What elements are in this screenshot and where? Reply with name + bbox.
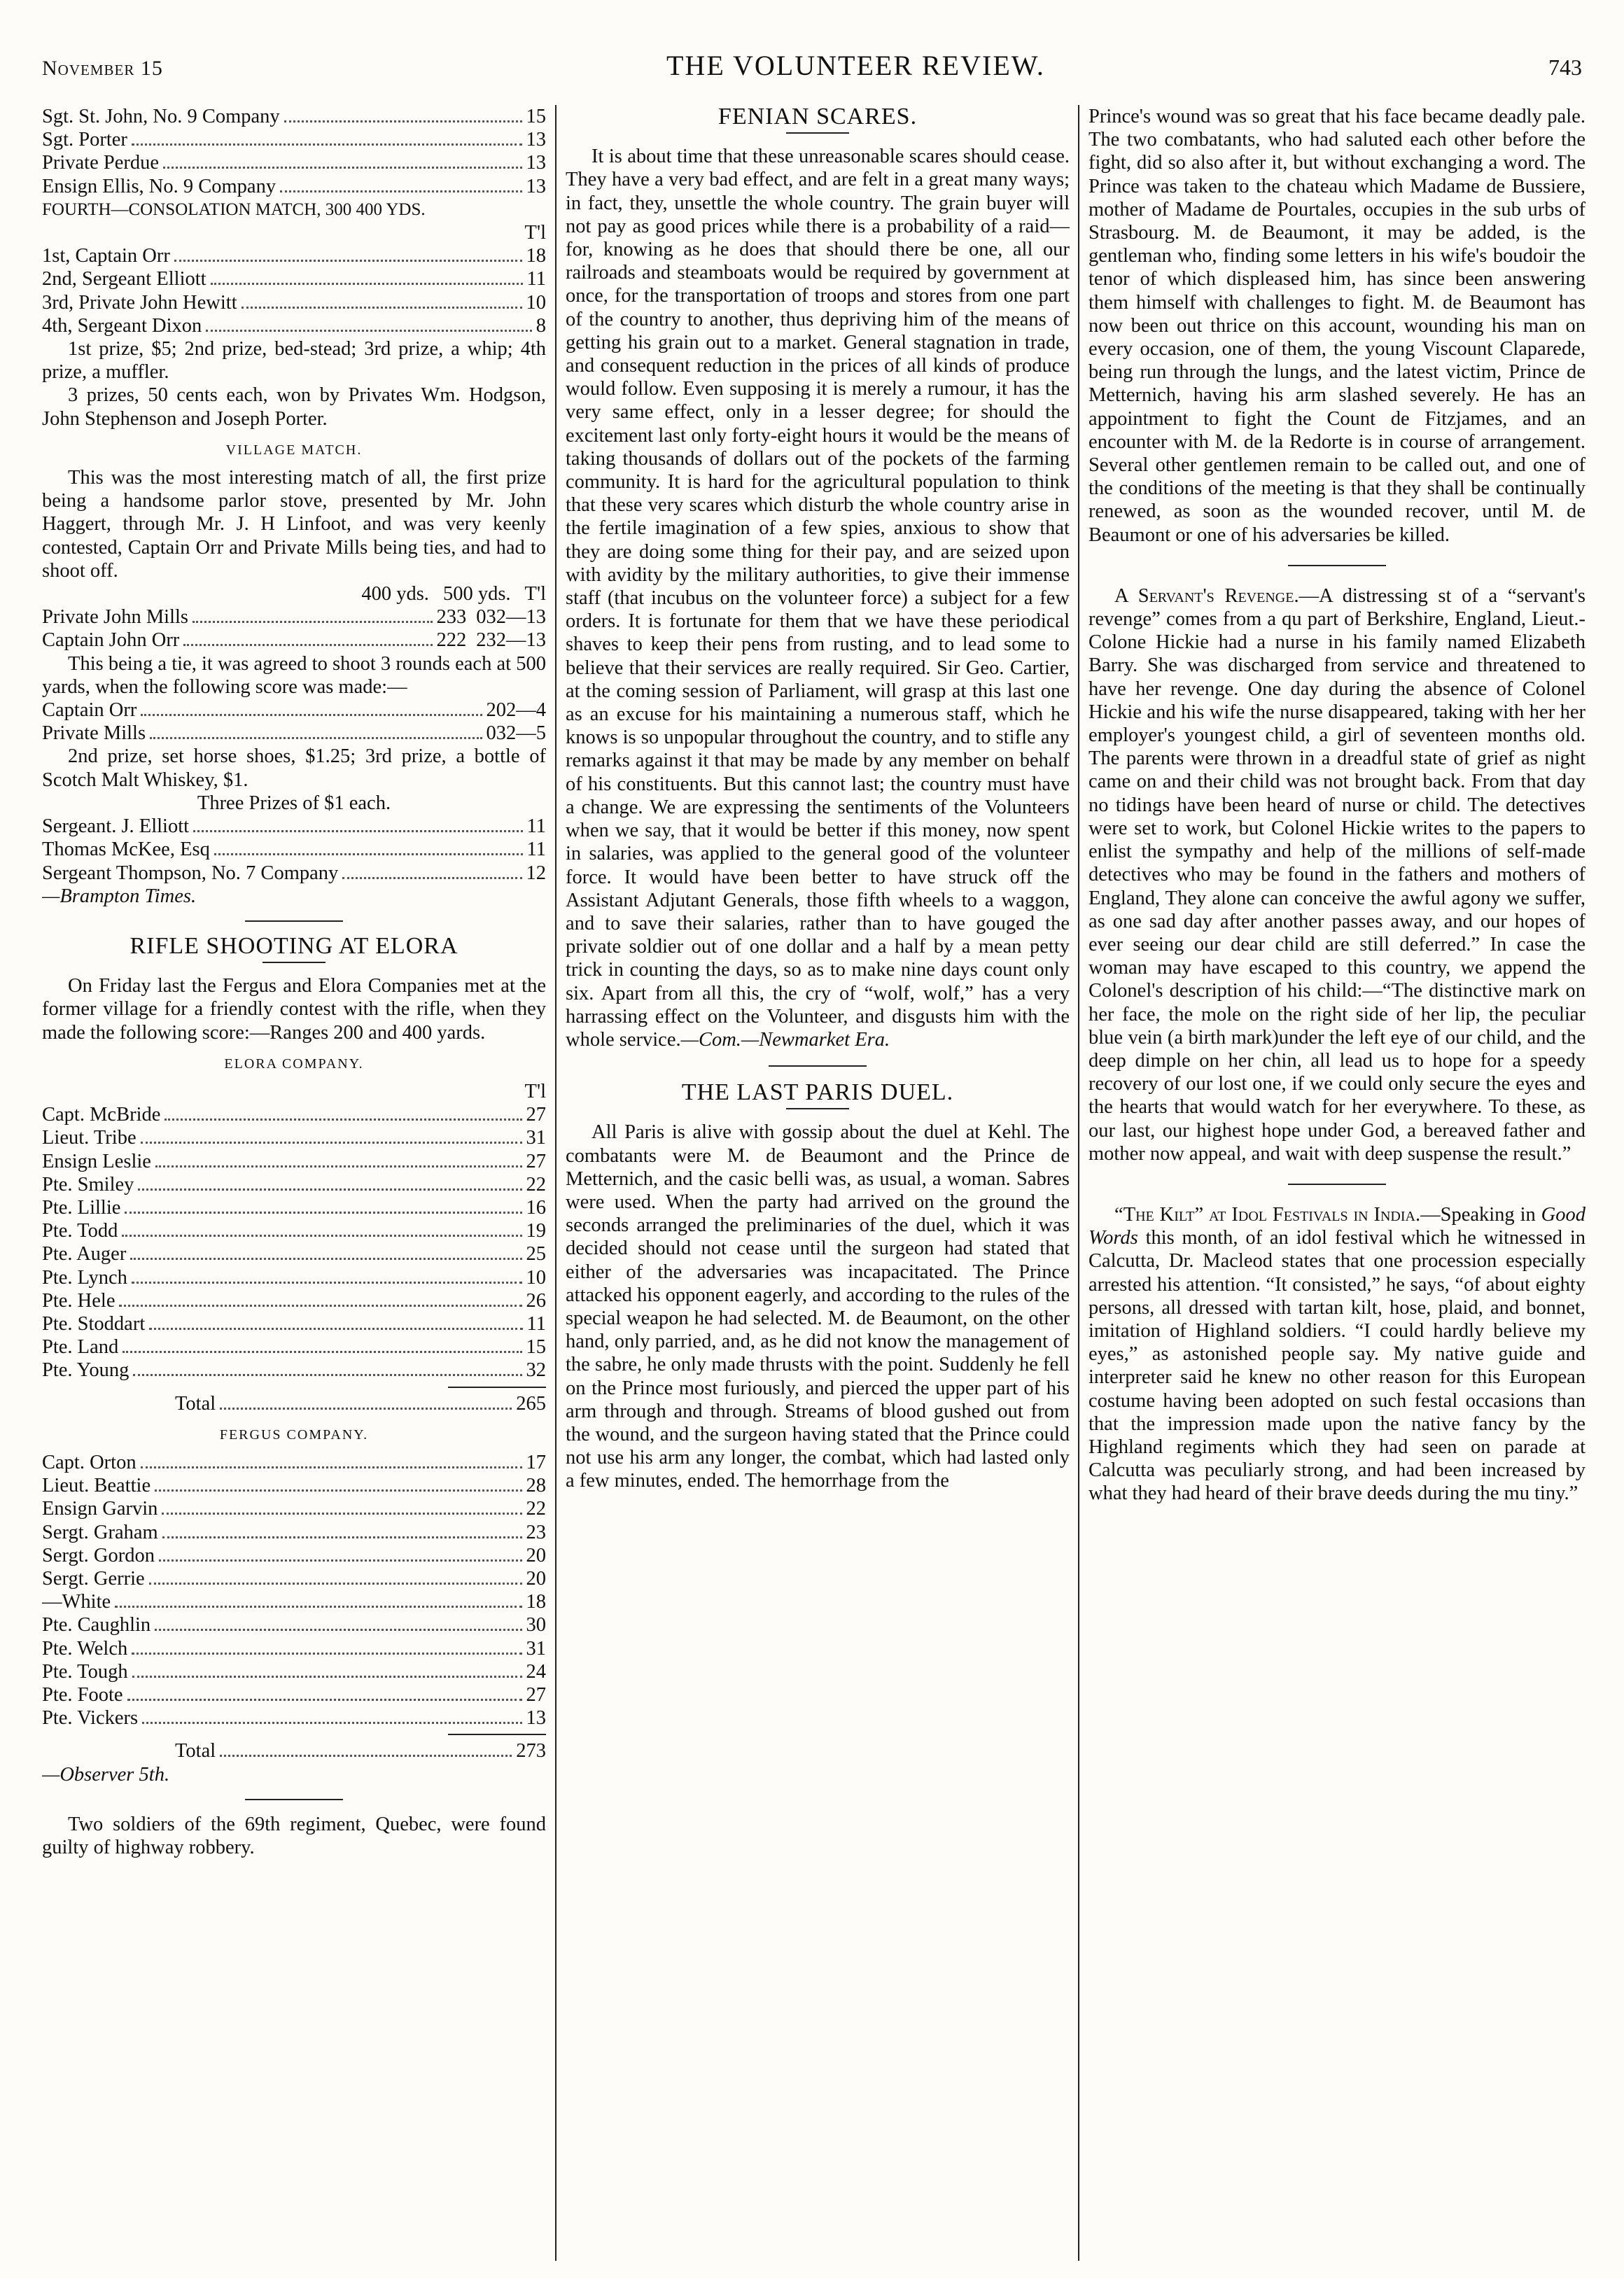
score-row — [42, 1103, 546, 1126]
tie-col-500: 500 yds. — [442, 583, 511, 605]
score-row — [42, 244, 546, 267]
dot-leader — [122, 1351, 522, 1353]
score-value: 11 — [526, 1312, 546, 1335]
score-name: Ensign Garvin — [42, 1498, 158, 1520]
dot-leader — [133, 1374, 522, 1376]
score-value: 22 — [526, 1498, 546, 1520]
dot-leader — [193, 830, 523, 832]
kilt-publication: Good Words — [1088, 1203, 1586, 1249]
prizes-text-1: 1st prize, $5; 2nd prize, bed-stead; 3rd prize, a whip; 4th prize, a muffler. — [42, 338, 546, 384]
score-value: 11 — [526, 839, 546, 861]
score-row — [42, 128, 546, 151]
tie-text: This being a tie, it was agreed to shoot 3 rounds each at 500 yards, when the following score was made:— — [42, 652, 546, 698]
tie-value-400: 233 — [436, 606, 467, 629]
score-row — [42, 838, 546, 861]
dot-leader — [130, 1258, 522, 1260]
score-value: 28 — [526, 1475, 546, 1497]
score-row — [42, 1173, 546, 1196]
dot-leader — [149, 1328, 522, 1330]
score-name: Sergt. Gerrie — [42, 1567, 145, 1590]
divider — [769, 1065, 867, 1067]
score-row — [42, 722, 546, 745]
dot-leader — [125, 1212, 522, 1214]
score-name: Pte. Stoddart — [42, 1312, 146, 1335]
score-row — [42, 267, 546, 290]
score-value: 16 — [526, 1196, 546, 1219]
score-value: 27 — [526, 1684, 546, 1706]
score-row — [42, 862, 546, 885]
score-row — [42, 1706, 546, 1730]
tie-list — [42, 605, 546, 652]
duel-heading: THE LAST PARIS DUEL. — [681, 1079, 954, 1106]
dot-leader — [127, 1699, 522, 1701]
prizes-text-2: 3 prizes, 50 cents each, won by Privates Wm. Hodgson, John Stephenson and Joseph Porter. — [42, 384, 546, 430]
score-value: 10 — [526, 1266, 546, 1289]
score-name: 3rd, Private John Hewitt — [42, 291, 237, 314]
score-row — [42, 1613, 546, 1636]
tie-value-500: 232—13 — [476, 629, 546, 652]
tie-col-total: T'l — [524, 583, 546, 605]
score-row — [42, 699, 546, 722]
score-name: Sergt. Graham — [42, 1521, 158, 1543]
score-row — [42, 291, 546, 314]
score-name: Sergt. Gordon — [42, 1544, 155, 1566]
elora-total-label: T'l — [524, 1080, 546, 1102]
score-row — [42, 1359, 546, 1382]
dot-leader — [142, 1722, 522, 1724]
dot-leader — [163, 167, 522, 169]
score-name: Ensign Leslie — [42, 1150, 151, 1172]
dot-leader — [214, 853, 523, 855]
score-list-c — [42, 815, 546, 885]
dot-leader — [132, 1282, 522, 1284]
score-name: Lieut. Beattie — [42, 1475, 151, 1497]
score-name: Pte. Tough — [42, 1660, 128, 1683]
score-name: Pte. Foote — [42, 1684, 123, 1706]
score-row — [42, 1567, 546, 1590]
score-list-a — [42, 105, 546, 198]
column-rule-1 — [555, 105, 556, 2261]
dot-leader — [183, 644, 432, 646]
score-value: 27 — [526, 1104, 546, 1126]
score-name: Private Perdue — [42, 152, 159, 174]
tie-value-400: 222 — [436, 629, 467, 652]
divider — [1288, 1184, 1386, 1185]
duel-text: All Paris is alive with gossip about the duel at Kehl. The combatants were M. de Beaumont and the Prince de Metternich, and the casic belli was, as usual, a woman. Sabres were used. When the party had arrived on the ground the seconds arranged the preliminaries of the duel, which it was decided should not cease until the surgeon had stated that either of the adversaries was incapacitated. The Prince attacked his opponent eagerly, and according to the rules of the special weapon he had selected. M. de Beaumont, on the other hand, only parried, and, as he did not know the management of the sabre, he only made thrusts with the point. Suddenly he fell on the Prince most furiously, and pierced the upper part of his arm through and through. Streams of blood gushed out from the wound, and the surgeon having stated that the Prince could not use his arm any longer, the combat, which had lasted only a few minutes, ended. The hemorrhage from the — [566, 1121, 1070, 1492]
dot-leader — [150, 737, 482, 739]
score-value: 13 — [526, 175, 546, 197]
score-row — [42, 151, 546, 174]
tie-value-500: 032—13 — [476, 606, 546, 629]
dot-leader — [149, 1583, 522, 1585]
column-rule-2 — [1078, 105, 1079, 2261]
score-row — [42, 1126, 546, 1149]
score-value: 32 — [526, 1359, 546, 1382]
score-name: Lieut. Tribe — [42, 1127, 136, 1149]
source-brampton: —Brampton Times. — [42, 885, 197, 907]
elora-total-rule — [448, 1387, 546, 1388]
kilt-text: “The Kilt” at Idol Festivals in India.—Speaking in Good Words this month, of an idol festival which he witnessed in Calcutta, Dr. Macleod states that one procession especially arrested his attention. “It consisted,” he says, “of about eighty persons, all dressed with tartan kilt, hose, plaid, and bonnet, imitation of Highland soldiers. “I could hardly believe my eyes,” as astonished people say. My native guide and interpreter said he knew no other reason for this European costume having been adopted on such festal occasions than that the impression made upon the native fancy by the Highland regiments which they had seen on parade at Calcutta was peculiarly strong, and had been increased by what they had heard of their brave deeds during the mu tiny.” — [1088, 1203, 1586, 1505]
page-header — [42, 49, 1582, 91]
elora-list — [42, 1103, 546, 1382]
score-row — [42, 175, 546, 198]
dot-leader — [206, 330, 532, 332]
score-row — [42, 1683, 546, 1706]
dot-leader — [132, 1653, 522, 1655]
score-row — [42, 1590, 546, 1613]
score-value: 18 — [526, 1591, 546, 1613]
score-value: 18 — [526, 245, 546, 267]
dot-leader — [192, 621, 432, 623]
score-name: Pte. Auger — [42, 1243, 127, 1265]
score-row — [42, 1266, 546, 1289]
divider — [245, 1799, 343, 1800]
dot-leader — [162, 1513, 522, 1515]
dot-leader — [342, 877, 522, 879]
divider — [1288, 565, 1386, 566]
score-name: 4th, Sergeant Dixon — [42, 314, 202, 337]
kilt-lead: “The Kilt” at Idol Festivals in India. — [1114, 1203, 1421, 1226]
dot-leader — [122, 1235, 522, 1237]
dot-leader — [155, 1489, 522, 1492]
score-row — [42, 1150, 546, 1173]
score-row — [42, 1521, 546, 1544]
tie-row — [42, 629, 546, 652]
column-3 — [1088, 105, 1586, 2261]
score-value: 26 — [526, 1289, 546, 1312]
tie-col-400: 400 yds. — [361, 583, 429, 605]
three-prizes: Three Prizes of $1 each. — [197, 792, 391, 814]
shootoff-list — [42, 699, 546, 745]
score-row — [42, 1196, 546, 1219]
score-row — [42, 1544, 546, 1567]
score-value: 19 — [526, 1220, 546, 1242]
rifle-text: On Friday last the Fergus and Elora Companies met at the former village for a friendly contest with the rifle, when they made the following score:—Ranges 200 and 400 yards. — [42, 975, 546, 1044]
score-name: Capt. Orton — [42, 1451, 136, 1473]
score-name: Ensign Ellis, No. 9 Company — [42, 175, 276, 197]
score-row — [42, 1242, 546, 1265]
score-name: —White — [42, 1591, 111, 1613]
score-value: 202—4 — [486, 699, 546, 722]
prize-text: 2nd prize, set horse shoes, $1.25; 3rd prize, a bottle of Scotch Malt Whiskey, $1. — [42, 745, 546, 791]
score-value: 20 — [526, 1567, 546, 1590]
duel-continued-text: Prince's wound was so great that his face became deadly pale. The two combatants, who had saluted each other before the fight, did so also after it, but without exchanging a word. The Prince was taken to the chateau which Madame de Bussiere, mother of Madame de Pourtales, occupies in the sub urbs of Strasbourg. M. de Beaumont, it may be added, is the gentleman who, finding some letters in his wife's boudoir the tenor of which displeased him, has since been answering them himself with challenges to fight. M. de Beaumont has now been out thrice on this account, wounding his man on every occasion, one of them, the young Viscount Claparede, being run through the lungs, and the latest victim, Prince de Metternich, having his arm slashed severely. He has an appointment to fight the Count de Fitzjames, and an encounter with M. de la Redorte is in course of arrangement. Several other gentlemen remain to be called out, and one of the conditions of the meeting is that they shall be continually renewed, as soon as the wounded recover, until M. de Beaumont or one of his adversaries be killed. — [1088, 106, 1586, 546]
column-1 — [42, 105, 546, 2261]
score-value: 15 — [526, 1336, 546, 1359]
dot-leader — [280, 190, 522, 192]
score-name: 2nd, Sergeant Elliott — [42, 268, 206, 290]
dot-leader — [162, 1536, 522, 1538]
score-name: Sgt. Porter — [42, 129, 127, 151]
fergus-heading: FERGUS COMPANY. — [219, 1426, 369, 1443]
dot-leader — [119, 1305, 522, 1307]
fergus-total-rule — [448, 1734, 546, 1735]
score-value: 13 — [526, 152, 546, 174]
rifle-heading-rule — [262, 962, 326, 963]
header-page-number: 743 — [1548, 55, 1582, 80]
score-name: Capt. McBride — [42, 1104, 161, 1126]
score-value: 8 — [536, 314, 546, 337]
dot-leader — [211, 283, 523, 285]
score-name: Pte. Land — [42, 1336, 119, 1359]
score-row — [42, 314, 546, 337]
score-name: Pte. Hele — [42, 1289, 115, 1312]
dot-leader — [241, 307, 522, 309]
village-match-text: This was the most interesting match of all, the first prize being a handsome parlor stove, presented by Mr. John Haggert, through Mr. J. H Linfoot, and was very keenly contested, Captain Orr and Private Mills being ties, and had to shoot off. — [42, 467, 546, 582]
score-name: Pte. Lynch — [42, 1266, 127, 1289]
dot-leader — [174, 260, 522, 262]
soldiers-text: Two soldiers of the 69th regiment, Quebec, were found guilty of highway robbery. — [42, 1813, 546, 1859]
fergus-total-row: Total 273 — [175, 1740, 546, 1762]
fenian-heading-rule — [786, 132, 849, 134]
score-name: Pte. Todd — [42, 1220, 118, 1242]
elora-total-row: Total 265 — [175, 1392, 546, 1415]
dot-leader — [141, 714, 482, 716]
score-name: Sergeant Thompson, No. 7 Company — [42, 862, 339, 884]
fenian-source: —Com.—Newmarket Era. — [680, 1028, 890, 1051]
fenian-heading: FENIAN SCARES. — [718, 105, 918, 129]
dot-leader — [138, 1188, 522, 1191]
score-row — [42, 1637, 546, 1660]
divider — [245, 920, 343, 922]
score-row — [42, 1312, 546, 1335]
score-name: Pte. Vickers — [42, 1707, 139, 1730]
score-value: 15 — [526, 106, 546, 127]
score-value: 30 — [526, 1614, 546, 1636]
dot-leader — [141, 1142, 522, 1144]
header-date: November 15 — [42, 57, 163, 80]
score-name: Pte. Smiley — [42, 1173, 134, 1195]
dot-leader — [155, 1629, 522, 1631]
dot-leader — [132, 143, 522, 146]
tie-name: Captain John Orr — [42, 629, 180, 652]
score-value: 31 — [526, 1127, 546, 1149]
fenian-text: It is about time that these unreasonable scares should cease. They have a very bad effect, and are felt in a great many ways; in fact, they, unsettle the whole country. The grain buyer will not pay as good prices while there is a probability of a raid—for, knowing as he does that should there be one, all our railroads and steamboats would be required by government at once, for the transportation of troops and stores from one part of the country to another, thus depriving him of the means of getting his grain out to a market. General stagnation in trade, and consequent reduction in the prices of all kinds of produce would follow. Even supposing it is merely a rumour, it has the very same effect, only in a lesser degree; for should the excitement last only forty-eight hours it would be the means of taking thousands of dollars out of the pockets of the farming community. It is hard for the agricultural population to think that these very scares which disturb the whole country arise in the fertile imagination of a few spies, anxious to show that they are doing some thing for their pay, and are seized upon with avidity by the military authorities, to give their immense staff (that incubus on the volunteer force) a subject for a few orders. It is fortunate for them that we have these periodical shaves to keep their pens from rusting, and to lead some to believe that their services are really required. Sir Geo. Cartier, at the coming session of Parliament, will grasp at this last one as an excuse for his maintaining a numerous staff, which he knows is so unpopular throughout the country, and to stifle any remarks against it that may be made by any member on behalf of his constituents. But this cannot last; the country must have a change. We are expressing the sentiments of the Volunteers when we say, that it would be better if this money, now spent in salaries, was applied to the general good of the volunteer force. It would have been better to have struck off the Assistant Adjutant Generals, those fifth wheels to a waggon, and to save their salaries, rather than to have gouged the private soldier out of one dollar and a half by a mean petty trick in counting the days, so as to make nine days count only six. Apart from all this, the cry of “wolf, wolf,” has a very harrassing effect on the Volunteer, and disgusts him with the whole service.—Com.—Newmarket Era. — [566, 146, 1070, 1051]
score-row — [42, 105, 546, 128]
dot-leader — [164, 1119, 522, 1121]
dot-leader — [159, 1559, 522, 1562]
elora-heading: ELORA COMPANY. — [224, 1056, 364, 1072]
duel-heading-rule — [786, 1108, 849, 1109]
score-list-b — [42, 244, 546, 337]
score-name: Pte. Welch — [42, 1637, 128, 1660]
total-label: T'l — [524, 222, 546, 244]
score-name: Pte. Lillie — [42, 1196, 121, 1219]
score-value: 31 — [526, 1637, 546, 1660]
header-title: THE VOLUNTEER REVIEW. — [666, 50, 1045, 81]
score-name: Pte. Young — [42, 1359, 130, 1382]
servant-lead: A Servant's Revenge. — [1114, 584, 1299, 607]
tie-name: Private John Mills — [42, 606, 189, 629]
score-value: 23 — [526, 1521, 546, 1543]
score-row — [42, 815, 546, 838]
fergus-list — [42, 1451, 546, 1730]
score-name: Sergeant. J. Elliott — [42, 815, 190, 838]
score-row — [42, 1335, 546, 1359]
score-row — [42, 1219, 546, 1242]
score-value: 22 — [526, 1173, 546, 1195]
consolation-heading: FOURTH—CONSOLATION MATCH, 300 400 YDS. — [42, 199, 426, 219]
score-name: Captain Orr — [42, 699, 137, 722]
dot-leader — [155, 1165, 522, 1167]
score-value: 20 — [526, 1544, 546, 1566]
tie-column-headers — [42, 582, 546, 605]
source-observer: —Observer 5th. — [42, 1763, 170, 1786]
score-value: 17 — [526, 1451, 546, 1473]
score-name: Pte. Caughlin — [42, 1614, 151, 1636]
score-row — [42, 1660, 546, 1683]
dot-leader — [141, 1466, 522, 1468]
score-row — [42, 1474, 546, 1497]
score-value: 10 — [526, 291, 546, 314]
score-name: Sgt. St. John, No. 9 Company — [42, 106, 280, 127]
dot-leader — [115, 1606, 522, 1608]
score-row — [42, 1497, 546, 1520]
tie-row — [42, 605, 546, 629]
score-value: 11 — [526, 815, 546, 838]
score-row — [42, 1289, 546, 1312]
score-value: 11 — [526, 268, 546, 290]
dot-leader — [132, 1676, 522, 1678]
score-name: Thomas McKee, Esq — [42, 839, 210, 861]
score-row — [42, 1451, 546, 1474]
village-match-heading: VILLAGE MATCH. — [225, 442, 363, 458]
score-value: 24 — [526, 1660, 546, 1683]
score-name: Private Mills — [42, 722, 146, 745]
score-value: 12 — [526, 862, 546, 884]
dot-leader — [284, 120, 522, 122]
score-value: 25 — [526, 1243, 546, 1265]
score-value: 13 — [526, 129, 546, 151]
rifle-heading: RIFLE SHOOTING AT ELORA — [130, 932, 458, 959]
score-name: 1st, Captain Orr — [42, 245, 170, 267]
score-value: 032—5 — [486, 722, 546, 745]
score-value: 13 — [526, 1707, 546, 1730]
column-2 — [566, 105, 1070, 2261]
servant-revenge-text: A Servant's Revenge.—A distressing st of a “servant's revenge” comes from a qu part of Berkshire, England, Lieut.-Colone Hickie had a nurse in his family named Elizabeth Barry. She was discharged from service and threatened to have her revenge. One day during the absence of Colonel Hickie and his wife the nurse disappeared, taking with her her employer's youngest child, a girl of seventeen months old. The parents were thrown in a dreadful state of grief as night came on and their child was not brought back. From that day no tidings have been heard of nurse or child. The detectives were set to work, but Colonel Hickie writes to the papers to enlist the sympathy and help of the millions of self-made detectives who may be found in the fathers and mothers of England, They alone can conceive the awful agony we suffer, as one sad day after another passes away, and our hopes of ever seeing our dear child are still deferred.” In case the woman may have escaped to this country, we append the Colonel's description of his child:—“The distinctive mark on her face, the mole on the right side of her lip, the peculiar blue vein (a birth mark)under the left eye of our child, and the deep dimple on her chin, all lead us to hope for a speedy recovery of our lost one, if we could only secure the eyes and the hearts that would watch for her everywhere. To these, as our last, our highest hope under God, a bereaved father and mother now appeal, and wait with deep suspense the result.” — [1088, 584, 1586, 1165]
score-value: 27 — [526, 1150, 546, 1172]
